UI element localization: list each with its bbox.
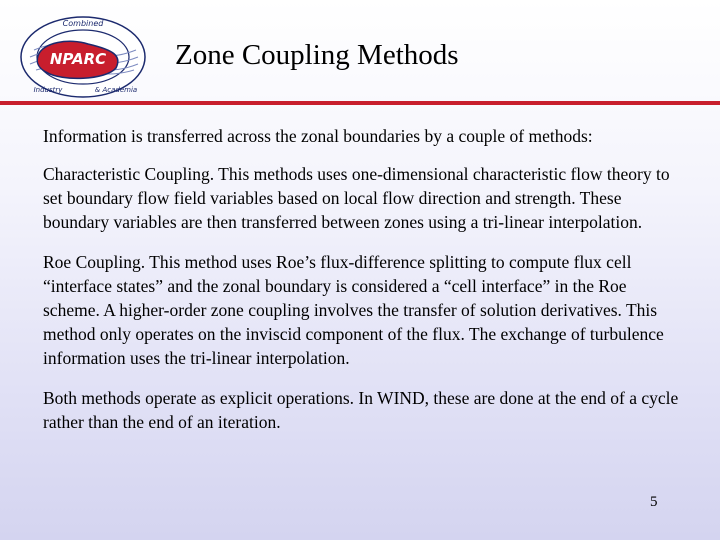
slide-body [43,124,683,450]
nparc-logo [18,12,148,102]
logo-ring-bottom-right-text: & Academia [94,86,138,94]
title-divider [0,101,720,105]
characteristic-coupling-term: Characteristic Coupling [43,164,210,184]
roe-coupling-text: . This method uses Roe’s flux-difference splitting to compute flux cell “interface states” and the zonal boundary is considered a “cell interface” in the Roe scheme. A higher-order zone coupling involves the transfer of solution derivatives. This method only operates on the inviscid component of the flux. The exchange of turbulence information uses the tri-linear interpolation. [43,252,664,368]
nparc-logo-graphic [18,12,148,102]
logo-ring-bottom-left-text: Industry [33,86,63,94]
slide-title: Zone Coupling Methods [175,39,459,71]
roe-coupling-term: Roe Coupling [43,252,141,272]
logo-ring-top-text: Combined [62,19,104,28]
closing-paragraph: Both methods operate as explicit operations. In WIND, these are done at the end of a cycle rather than the end of an iteration. [43,388,679,432]
characteristic-coupling-paragraph [43,162,683,234]
intro-paragraph: Information is transferred across the zonal boundaries by a couple of methods: [43,126,593,146]
characteristic-coupling-text: . This methods uses one-dimensional characteristic flow theory to set boundary flow field variables based on local flow direction and strength. These boundary variables are then transferred between zones using a tri-linear interpolation. [43,164,670,232]
logo-name: NPARC [49,50,107,68]
page-number: 5 [650,494,658,510]
roe-coupling-paragraph [43,250,683,370]
